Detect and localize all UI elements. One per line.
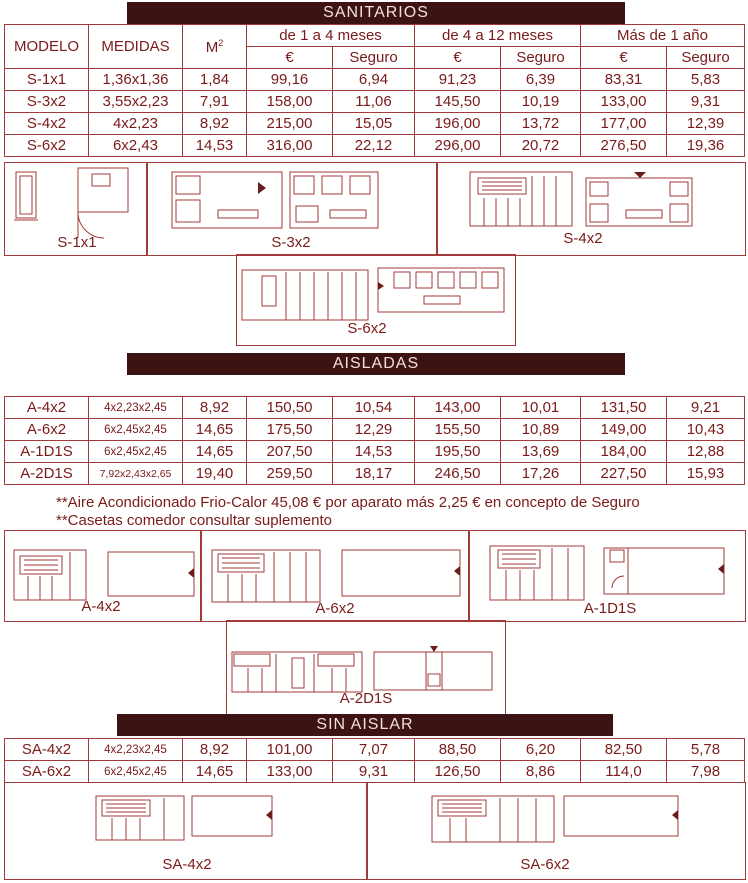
header-modelo: MODELO	[5, 25, 89, 69]
sanitarios-cell: 215,00	[247, 113, 333, 135]
header-seguro: Seguro	[667, 47, 745, 69]
sanitarios-row	[5, 69, 745, 91]
aisladas-cell: 13,69	[501, 441, 581, 463]
sin-aislar-row	[5, 761, 745, 783]
section-bar-sanitarios: SANITARIOS	[127, 2, 625, 24]
sanitarios-cell: 20,72	[501, 135, 581, 157]
aisladas-cell: 10,54	[333, 397, 415, 419]
caption-s6x2: S-6x2	[347, 320, 387, 337]
aisladas-row	[5, 419, 745, 441]
sanitarios-cell: 5,83	[667, 69, 745, 91]
aisladas-cell: 19,40	[183, 463, 247, 485]
sin-aislar-cell: 101,00	[247, 739, 333, 761]
sanitarios-cell: S-4x2	[5, 113, 89, 135]
sanitarios-cell: S-3x2	[5, 91, 89, 113]
header-euro: €	[581, 47, 667, 69]
sin-aislar-cell: 133,00	[247, 761, 333, 783]
sin-aislar-cell: 7,07	[333, 739, 415, 761]
caption-s1x1: S-1x1	[57, 234, 97, 251]
aisladas-cell: 155,50	[415, 419, 501, 441]
sin-aislar-cell: 6,20	[501, 739, 581, 761]
caption-s4x2: S-4x2	[563, 230, 603, 247]
sanitarios-cell: 6,39	[501, 69, 581, 91]
sanitarios-row	[5, 113, 745, 135]
section-bar-sin-aislar: SIN AISLAR	[117, 714, 613, 736]
aisladas-cell: 14,65	[183, 419, 247, 441]
sin-aislar-cell: 14,65	[183, 761, 247, 783]
sanitarios-cell: 91,23	[415, 69, 501, 91]
aisladas-cell: 150,50	[247, 397, 333, 419]
sanitarios-cell: 276,50	[581, 135, 667, 157]
caption-s3x2: S-3x2	[271, 234, 311, 251]
sanitarios-cell: 1,36x1,36	[89, 69, 183, 91]
aisladas-row	[5, 397, 745, 419]
sin-aislar-table	[4, 738, 745, 783]
aisladas-cell: 18,17	[333, 463, 415, 485]
aisladas-table	[4, 396, 745, 485]
aisladas-cell: 131,50	[581, 397, 667, 419]
header-period-1: de 1 a 4 meses	[247, 25, 415, 47]
sanitarios-cell: 133,00	[581, 91, 667, 113]
sin-aislar-cell: 6x2,45x2,45	[89, 761, 183, 783]
header-period-3: Más de 1 año	[581, 25, 745, 47]
header-seguro: Seguro	[333, 47, 415, 69]
aisladas-cell: A-1D1S	[5, 441, 89, 463]
sanitarios-cell: 3,55x2,23	[89, 91, 183, 113]
aisladas-cell: 14,53	[333, 441, 415, 463]
aisladas-cell: 15,93	[667, 463, 745, 485]
aisladas-cell: 207,50	[247, 441, 333, 463]
sanitarios-row	[5, 91, 745, 113]
header-m2: $M^2$	[183, 25, 247, 69]
sanitarios-cell: 8,92	[183, 113, 247, 135]
sanitarios-cell: 1,84	[183, 69, 247, 91]
sanitarios-cell: 15,05	[333, 113, 415, 135]
sanitarios-cell: 13,72	[501, 113, 581, 135]
header-period-2: de 4 a 12 meses	[415, 25, 581, 47]
aisladas-cell: A-6x2	[5, 419, 89, 441]
sin-aislar-cell: 8,86	[501, 761, 581, 783]
sin-aislar-cell: SA-6x2	[5, 761, 89, 783]
aisladas-cell: 12,29	[333, 419, 415, 441]
caption-a4x2: A-4x2	[81, 598, 121, 615]
sanitarios-table	[4, 24, 745, 157]
sin-aislar-cell: 5,78	[667, 739, 745, 761]
sin-aislar-cell: 4x2,23x2,45	[89, 739, 183, 761]
aisladas-cell: 10,43	[667, 419, 745, 441]
aisladas-cell: 149,00	[581, 419, 667, 441]
sanitarios-cell: 145,50	[415, 91, 501, 113]
aisladas-cell: 195,50	[415, 441, 501, 463]
aisladas-cell: 14,65	[183, 441, 247, 463]
sin-aislar-row	[5, 739, 745, 761]
note-casetas-comedor: **Casetas comedor consultar suplemento	[56, 512, 332, 529]
aisladas-row	[5, 463, 745, 485]
sanitarios-cell: 9,31	[667, 91, 745, 113]
caption-a2d1s: A-2D1S	[339, 690, 393, 707]
aisladas-cell: 6x2,45x2,45	[89, 419, 183, 441]
caption-a1d1s: A-1D1S	[583, 600, 637, 617]
sin-aislar-cell: 82,50	[581, 739, 667, 761]
sin-aislar-cell: SA-4x2	[5, 739, 89, 761]
aisladas-row	[5, 441, 745, 463]
sanitarios-cell: S-1x1	[5, 69, 89, 91]
sanitarios-cell: 22,12	[333, 135, 415, 157]
sanitarios-cell: 316,00	[247, 135, 333, 157]
header-euro: €	[415, 47, 501, 69]
sanitarios-cell: 19,36	[667, 135, 745, 157]
aisladas-cell: 246,50	[415, 463, 501, 485]
sin-aislar-cell: 9,31	[333, 761, 415, 783]
aisladas-cell: 10,01	[501, 397, 581, 419]
aisladas-cell: 259,50	[247, 463, 333, 485]
sanitarios-cell: 10,19	[501, 91, 581, 113]
aisladas-cell: 17,26	[501, 463, 581, 485]
aisladas-cell: 227,50	[581, 463, 667, 485]
header-euro: €	[247, 47, 333, 69]
aisladas-cell: 7,92x2,43x2,65	[89, 463, 183, 485]
aisladas-cell: 12,88	[667, 441, 745, 463]
aisladas-cell: A-2D1S	[5, 463, 89, 485]
sanitarios-cell: 6x2,43	[89, 135, 183, 157]
sanitarios-cell: S-6x2	[5, 135, 89, 157]
aisladas-cell: 4x2,23x2,45	[89, 397, 183, 419]
aisladas-cell: 8,92	[183, 397, 247, 419]
caption-sa4x2: SA-4x2	[162, 856, 212, 873]
sin-aislar-cell: 114,0	[581, 761, 667, 783]
sanitarios-cell: 14,53	[183, 135, 247, 157]
sanitarios-cell: 11,06	[333, 91, 415, 113]
aisladas-cell: 9,21	[667, 397, 745, 419]
note-aire-acondicionado: **Aire Acondicionado Frio-Calor 45,08 € por aparato más 2,25 € en concepto de Seguro	[56, 494, 640, 511]
sanitarios-cell: 177,00	[581, 113, 667, 135]
aisladas-cell: 184,00	[581, 441, 667, 463]
header-seguro: Seguro	[501, 47, 581, 69]
section-bar-aisladas: AISLADAS	[127, 353, 625, 375]
sin-aislar-cell: 7,98	[667, 761, 745, 783]
sanitarios-cell: 83,31	[581, 69, 667, 91]
caption-sa6x2: SA-6x2	[520, 856, 570, 873]
aisladas-cell: 175,50	[247, 419, 333, 441]
aisladas-cell: 10,89	[501, 419, 581, 441]
sanitarios-cell: 296,00	[415, 135, 501, 157]
aisladas-cell: 6x2,45x2,45	[89, 441, 183, 463]
sin-aislar-cell: 88,50	[415, 739, 501, 761]
sanitarios-cell: 196,00	[415, 113, 501, 135]
sanitarios-cell: 6,94	[333, 69, 415, 91]
sanitarios-cell: 7,91	[183, 91, 247, 113]
sanitarios-cell: 99,16	[247, 69, 333, 91]
sanitarios-row	[5, 135, 745, 157]
sin-aislar-cell: 126,50	[415, 761, 501, 783]
sanitarios-cell: 158,00	[247, 91, 333, 113]
aisladas-cell: 143,00	[415, 397, 501, 419]
sin-aislar-cell: 8,92	[183, 739, 247, 761]
sanitarios-cell: 4x2,23	[89, 113, 183, 135]
aisladas-cell: A-4x2	[5, 397, 89, 419]
caption-a6x2: A-6x2	[315, 600, 355, 617]
header-medidas: MEDIDAS	[89, 25, 183, 69]
sanitarios-cell: 12,39	[667, 113, 745, 135]
